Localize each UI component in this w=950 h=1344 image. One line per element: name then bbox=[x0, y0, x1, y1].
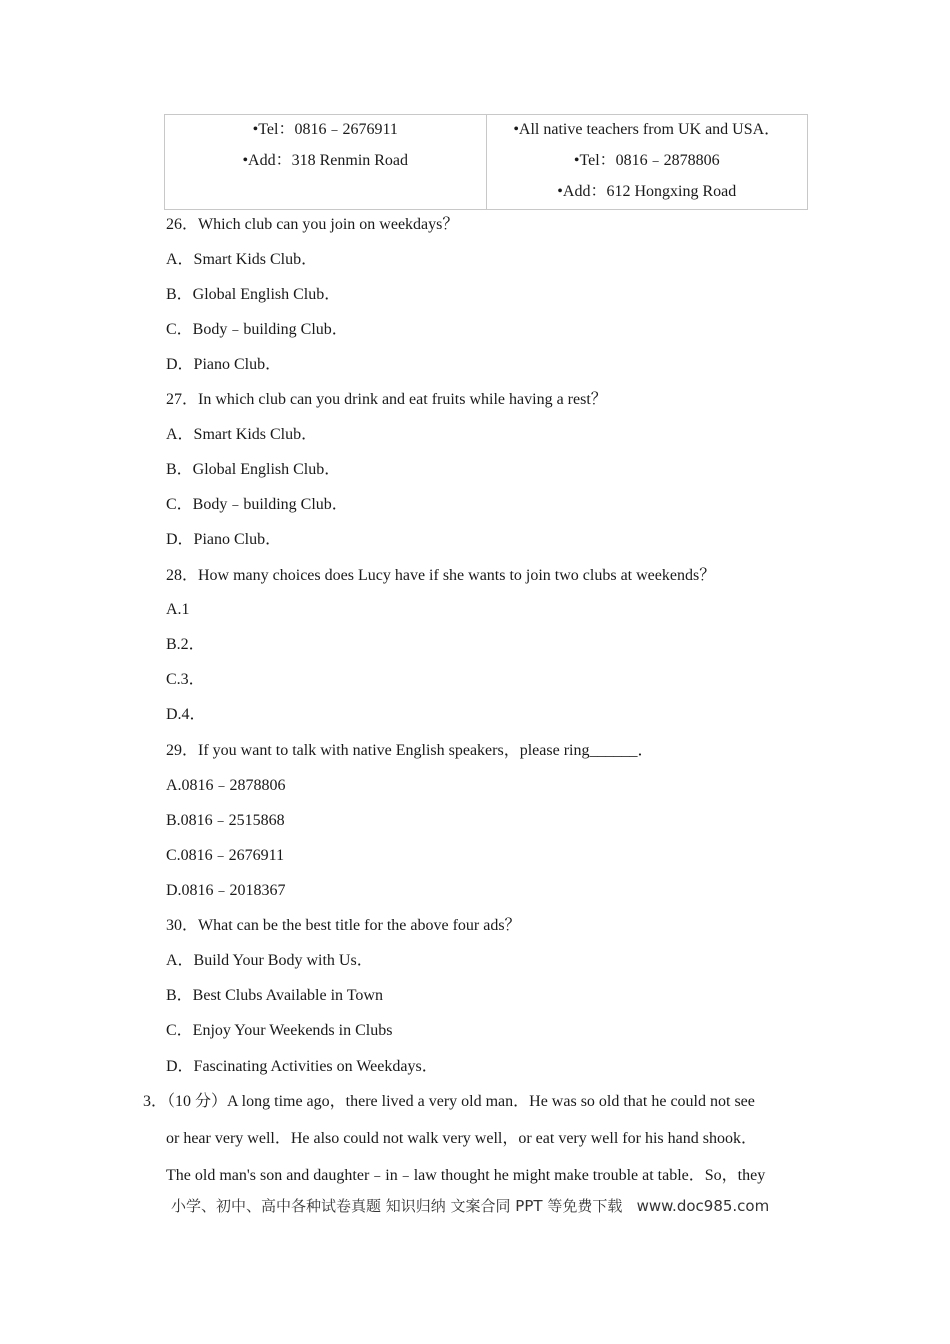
question-28-option-b: B.2． bbox=[166, 636, 205, 653]
question-29-option-b: B.0816﹣2515868 bbox=[166, 812, 285, 829]
question-27-option-a: A．Smart Kids Club． bbox=[166, 426, 318, 443]
question-30-option-c: C．Enjoy Your Weekends in Clubs bbox=[166, 1022, 393, 1039]
footer-watermark: 小学、初中、高中各种试卷真题 知识归纳 文案合同 PPT 等免费下载 www.doc985.com bbox=[171, 1197, 770, 1215]
ad-address: •Add：318 Renmin Road bbox=[242, 152, 409, 169]
question-30-option-d: D．Fascinating Activities on Weekdays． bbox=[166, 1058, 438, 1075]
question-26-option-c: C．Body﹣building Club． bbox=[166, 321, 348, 338]
ad-tel: •Tel：0816﹣2878806 bbox=[573, 152, 720, 169]
question-26-option-b: B．Global English Club． bbox=[166, 286, 341, 303]
question-27-option-c: C．Body﹣building Club． bbox=[166, 496, 348, 513]
question-28-stem: 28．How many choices does Lucy have if she wants to join two clubs at weekends？ bbox=[166, 567, 716, 584]
question-30-option-a: A．Build Your Body with Us． bbox=[166, 952, 373, 969]
question-28-option-c: C.3． bbox=[166, 671, 205, 688]
question-29-option-d: D.0816﹣2018367 bbox=[166, 882, 286, 899]
question-29-stem: 29．If you want to talk with native English speakers，please ring______． bbox=[166, 742, 654, 759]
ad-cell-left bbox=[165, 115, 486, 209]
ad-table bbox=[164, 114, 808, 210]
passage-line-3: The old man's son and daughter﹣in﹣law thought he might make trouble at table．So，they bbox=[166, 1167, 766, 1184]
question-28-option-a: A.1 bbox=[166, 601, 190, 618]
question-26-stem: 26．Which club can you join on weekdays？ bbox=[166, 216, 459, 233]
passage-line-2: or hear very well．He also could not walk very well，or eat very well for his hand shook． bbox=[166, 1130, 757, 1147]
question-26-option-a: A．Smart Kids Club． bbox=[166, 251, 318, 268]
question-27-option-d: D．Piano Club． bbox=[166, 531, 282, 548]
question-27-stem: 27．In which club can you drink and eat fruits while having a rest？ bbox=[166, 391, 607, 408]
passage-line-1: 3．（10 分）A long time ago，there lived a very old man．He was so old that he could not see bbox=[143, 1093, 755, 1110]
question-30-stem: 30．What can be the best title for the above four ads？ bbox=[166, 917, 521, 934]
ad-address: •Add：612 Hongxing Road bbox=[557, 183, 737, 200]
question-30-option-b: B．Best Clubs Available in Town bbox=[166, 987, 383, 1004]
ad-tel: •Tel：0816﹣2676911 bbox=[252, 121, 398, 138]
ad-cell-right bbox=[486, 115, 808, 209]
question-26-option-d: D．Piano Club． bbox=[166, 356, 282, 373]
question-29-option-c: C.0816﹣2676911 bbox=[166, 847, 285, 864]
ad-teachers: •All native teachers from UK and USA． bbox=[513, 121, 781, 138]
question-28-option-d: D.4． bbox=[166, 706, 206, 723]
question-29-option-a: A.0816﹣2878806 bbox=[166, 777, 286, 794]
question-27-option-b: B．Global English Club． bbox=[166, 461, 341, 478]
